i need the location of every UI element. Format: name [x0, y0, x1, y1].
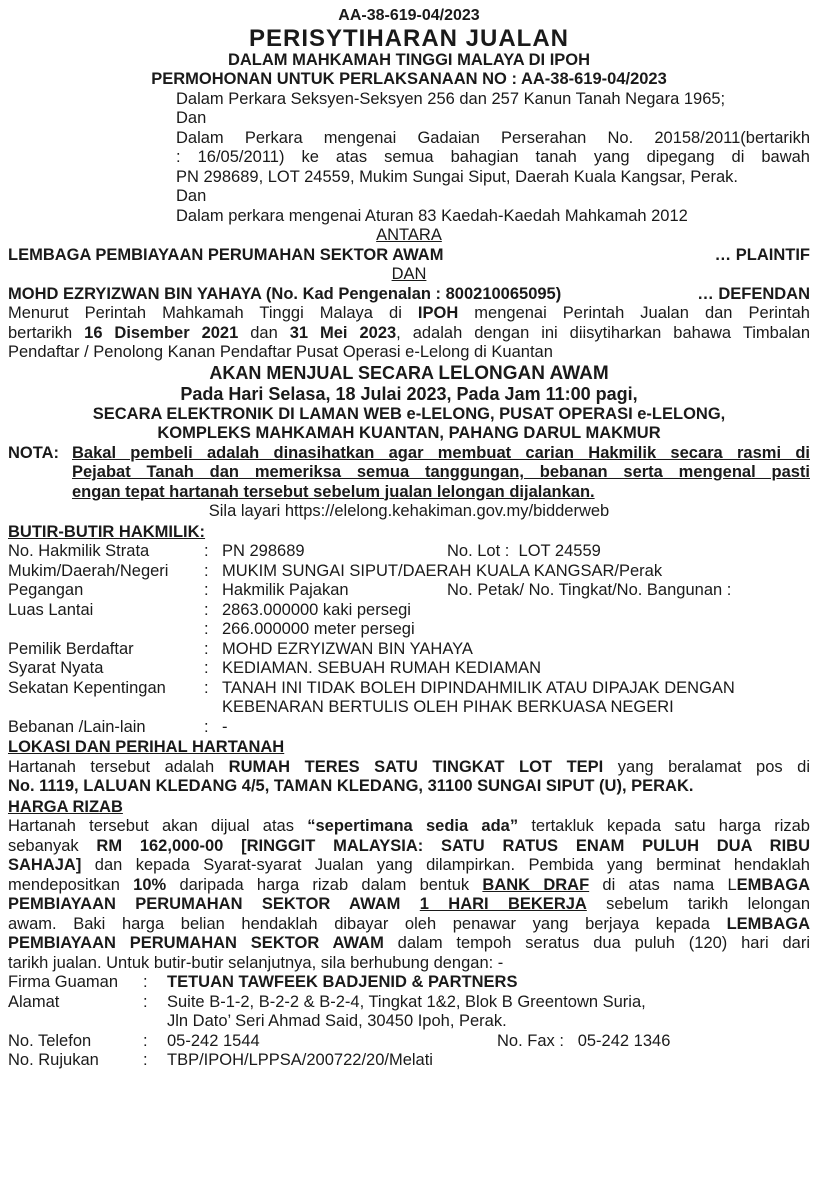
contact-label: No. Telefon: [8, 1031, 92, 1050]
fax-label: No. Fax :: [497, 1031, 564, 1050]
order-court-city: IPOH: [417, 304, 459, 322]
contact-row-address: [8, 993, 810, 1032]
auction-venue-1: SECARA ELEKTRONIK DI LAMAN WEB e-LELONG, PUSAT OPERASI e-LELONG,: [92, 404, 726, 423]
website-link[interactable]: Sila layari https://elelong.kehakiman.gov.my/bidderweb: [208, 502, 610, 520]
payee-name: EMBAGA: [736, 875, 810, 894]
reserve-text: di atas nama L: [589, 875, 737, 894]
order-date-2: 31 Mei 2023: [289, 323, 397, 342]
plaintiff-name: LEMBAGA PEMBIAYAAN PERUMAHAN SEKTOR AWAM: [8, 245, 444, 264]
parcel-label: No. Petak/ No. Tingkat/No. Bangunan :: [447, 581, 732, 599]
property-address: No. 1119, LALUAN KLEDANG 4/5, TAMAN KLEDANG, 31100 SUNGAI SIPUT (U), PERAK.: [8, 777, 694, 795]
order-text: mengenai Perintah Jualan dan Perintah: [458, 304, 810, 322]
detail-row-sekatan: [8, 679, 810, 718]
detail-colon: :: [204, 678, 209, 697]
contact-colon: :: [143, 1051, 148, 1069]
title-details-table: [8, 542, 810, 737]
detail-label: Syarat Nyata: [8, 659, 104, 677]
nota-line: Pejabat Tanah dan memeriksa semua tanggungan, bebanan serta mengenal pasti: [72, 463, 810, 481]
contact-label: Firma Guaman: [8, 973, 119, 991]
conjunction: Dan: [176, 109, 207, 127]
reserve-line: [8, 934, 810, 954]
detail-colon: :: [204, 561, 209, 580]
order-date-1: 16 Disember 2021: [84, 323, 239, 342]
detail-label: Pemilik Berdaftar: [8, 639, 134, 658]
matter-2-line-2: : 16/05/2011) ke atas semua bahagian tanah yang dipegang di bawah: [176, 148, 810, 166]
auction-type: LELONGAN AWAM: [438, 362, 609, 384]
auction-date: Pada Hari Selasa, 18 Julai 2023, Pada Jam 11:00 pagi,: [180, 383, 638, 404]
bank-draft: BANK DRAF: [482, 875, 590, 894]
application-number: PERMOHONAN UNTUK PERLAKSANAAN NO : AA-38-619-04/2023: [151, 70, 667, 88]
tenure-value: Hakmilik Pajakan: [222, 581, 349, 599]
reserve-text: tertakluk kepada satu harga rizab: [518, 817, 810, 835]
detail-label: Sekatan Kepentingan: [8, 678, 166, 697]
detail-label: Luas Lantai: [8, 600, 94, 619]
contact-label: Alamat: [8, 992, 60, 1011]
detail-colon: :: [204, 717, 209, 736]
court-order-paragraph: [8, 304, 810, 363]
court-name: DALAM MAHKAMAH TINGGI MALAYA DI IPOH: [227, 50, 591, 69]
order-line-3: Pendaftar / Penolong Kanan Pendaftar Pusat Operasi e-Lelong di Kuantan: [8, 343, 553, 361]
detail-row-bebanan: [8, 718, 810, 738]
nota-label: NOTA:: [8, 443, 60, 462]
contact-label: No. Rujukan: [8, 1051, 99, 1069]
reserve-text: sebelum tarikh lelongan: [586, 895, 811, 913]
detail-colon: :: [204, 620, 209, 638]
order-line-1: [8, 304, 810, 324]
reserve-text: daripada harga rizab dalam bentuk: [166, 875, 483, 894]
matter-1: Dalam Perkara Seksyen-Seksyen 256 dan 257 Kanun Tanah Negara 1965;: [176, 89, 726, 108]
detail-label: Pegangan: [8, 581, 84, 599]
location-heading: LOKASI DAN PERIHAL HARTANAH: [8, 738, 285, 756]
auction-text: AKAN MENJUAL SECARA: [209, 362, 439, 383]
reserve-line: [8, 837, 810, 857]
detail-colon: :: [204, 600, 209, 619]
detail-row-luas-2: [8, 620, 810, 640]
reserve-line: [8, 856, 810, 876]
detail-label: [8, 620, 204, 640]
reserve-price: RM 162,000-00 [RINGGIT MALAYSIA: SATU RATUS ENAM PULUH DUA RIBU: [96, 836, 810, 855]
reserve-line: [8, 915, 810, 935]
location-text: yang beralamat pos di: [603, 757, 811, 776]
dan-label: DAN: [391, 265, 427, 283]
defendant-name: MOHD EZRYIZWAN BIN YAHAYA (No. Kad Pengenalan : 800210065095): [8, 284, 562, 303]
detail-label: No. Hakmilik Strata: [8, 542, 150, 560]
auction-venue-2: KOMPLEKS MAHKAMAH KUANTAN, PAHANG DARUL MAKMUR: [157, 424, 661, 442]
detail-value: [222, 542, 810, 562]
nota-block: [8, 444, 810, 503]
contact-row-phone: [8, 1032, 810, 1052]
nota-text: [72, 444, 810, 503]
reserve-text: mendepositkan: [8, 875, 134, 894]
conjunction: Dan: [176, 187, 207, 205]
reference-number: TBP/IPOH/LPPSA/200722/20/Melati: [167, 1051, 433, 1069]
detail-value: 266.000000 meter persegi: [222, 620, 415, 638]
detail-row-luas: [8, 601, 810, 621]
matter-2-line-1: Dalam Perkara mengenai Gadaian Perserahan No. 20158/2011(bertarikh: [176, 128, 810, 147]
reserve-paragraph: [8, 817, 810, 973]
defendant-role: … DEFENDAN: [697, 284, 810, 303]
plaintiff-row: [8, 246, 810, 266]
lot-number: LOT 24559: [518, 542, 601, 560]
fax-number: 05-242 1346: [577, 1031, 671, 1050]
detail-colon: :: [204, 581, 209, 599]
contact-value: [167, 993, 810, 1032]
location-text: Hartanah tersebut adalah: [8, 757, 229, 776]
reserve-text: awam. Baki harga belian hendaklah dibayar oleh penawar yang berjaya kepada: [8, 914, 727, 933]
detail-row-syarat: [8, 659, 810, 679]
detail-row-pemilik: [8, 640, 810, 660]
order-text: dan: [238, 323, 290, 342]
detail-colon: :: [204, 659, 209, 677]
reserve-text: dalam tempoh seratus dua puluh (120) hari dari: [383, 934, 810, 952]
detail-value: [222, 581, 810, 601]
payee-name: PEMBIAYAAN PERUMAHAN SEKTOR AWAM: [8, 895, 420, 913]
detail-row-pegangan: [8, 581, 810, 601]
restriction-line: TANAH INI TIDAK BOLEH DIPINDAHMILIK ATAU DIPAJAK DENGAN: [222, 678, 735, 697]
detail-value: [222, 679, 810, 718]
lot-label: No. Lot :: [447, 542, 510, 560]
detail-colon: :: [204, 542, 209, 560]
detail-value: MOHD EZRYIZWAN BIN YAHAYA: [222, 639, 473, 658]
detail-value: -: [222, 717, 228, 736]
case-reference: AA-38-619-04/2023: [338, 7, 480, 24]
order-text: Menurut Perintah Mahkamah Tinggi Malaya di: [8, 304, 418, 322]
order-text: bertarikh: [8, 323, 85, 342]
contact-row-reference: [8, 1051, 810, 1071]
reserve-line: [8, 895, 810, 915]
reserve-price-end: SAHAJA]: [8, 856, 82, 874]
matter-2-line-3: PN 298689, LOT 24559, Mukim Sungai Siput, Daerah Kuala Kangsar, Perak.: [176, 167, 738, 186]
contact-colon: :: [143, 973, 148, 991]
reserve-heading: HARGA RIZAB: [8, 797, 123, 816]
detail-value: 2863.000000 kaki persegi: [222, 600, 411, 619]
notice-title: PERISYTIHARAN JUALAN: [248, 24, 570, 52]
auction-heading: [8, 363, 810, 384]
working-day-deadline: 1 HARI BEKERJA: [419, 895, 587, 913]
address-line: Jln Dato’ Seri Ahmad Said, 30450 Ipoh, Perak.: [167, 1012, 507, 1030]
contact-colon: :: [143, 992, 148, 1011]
nota-line: Bakal pembeli adalah dinasihatkan agar membuat carian Hakmilik secara rasmi di: [72, 443, 810, 462]
property-type: RUMAH TERES SATU TINGKAT LOT TEPI: [228, 757, 604, 776]
deposit-percent: 10%: [133, 875, 167, 894]
law-firm-name: TETUAN TAWFEEK BADJENID & PARTNERS: [167, 973, 518, 991]
reserve-line: [8, 817, 810, 837]
nota-line: engan tepat hartanah tersebut sebelum jualan lelongan dijalankan.: [72, 482, 595, 501]
contact-value: [167, 1032, 810, 1052]
as-is-clause: “sepertimana sedia ada”: [307, 817, 519, 835]
detail-value: KEDIAMAN. SEBUAH RUMAH KEDIAMAN: [222, 659, 542, 677]
matter-3: Dalam perkara mengenai Aturan 83 Kaedah-Kaedah Mahkamah 2012: [176, 206, 688, 225]
plaintiff-role: … PLAINTIF: [714, 245, 810, 264]
title-details-heading: BUTIR-BUTIR HAKMILIK:: [8, 522, 206, 541]
reserve-text: Hartanah tersebut akan dijual atas: [8, 817, 308, 835]
contact-colon: :: [143, 1031, 148, 1050]
detail-row-mukim: [8, 562, 810, 582]
address-line: Suite B-1-2, B-2-2 & B-2-4, Tingkat 1&2, Blok B Greentown Suria,: [167, 992, 646, 1011]
strata-number: PN 298689: [222, 542, 305, 560]
reserve-line: tarikh jualan. Untuk butir-butir selanjutnya, sila berhubung dengan: -: [8, 953, 504, 972]
detail-value: MUKIM SUNGAI SIPUT/DAERAH KUALA KANGSAR/Perak: [222, 561, 663, 580]
detail-colon: :: [204, 639, 209, 658]
contact-row-firm: [8, 973, 810, 993]
detail-label: Bebanan /Lain-lain: [8, 717, 146, 736]
contact-table: [8, 973, 810, 1071]
order-text: , adalah dengan ini diisytiharkan bahawa Timbalan: [396, 323, 810, 342]
detail-row-strata: [8, 542, 810, 562]
location-line-1: [8, 758, 810, 778]
restriction-line: KEBENARAN BERTULIS OLEH PIHAK BERKUASA NEGERI: [222, 698, 674, 716]
reserve-line: [8, 876, 810, 896]
reserve-text: sebanyak: [8, 836, 97, 855]
defendant-row: [8, 285, 810, 305]
detail-label: Mukim/Daerah/Negeri: [8, 561, 169, 580]
phone-number: 05-242 1544: [167, 1031, 260, 1050]
payee-name: LEMBAGA: [726, 914, 810, 933]
reserve-text: dan kepada Syarat-syarat Jualan yang dilampirkan. Pembida yang berminat hendaklah: [81, 856, 810, 874]
matters-block: [8, 90, 810, 227]
order-line-2: [8, 324, 810, 344]
payee-name: PEMBIAYAAN PERUMAHAN SEKTOR AWAM: [8, 934, 384, 952]
antara-label: ANTARA: [376, 226, 442, 244]
